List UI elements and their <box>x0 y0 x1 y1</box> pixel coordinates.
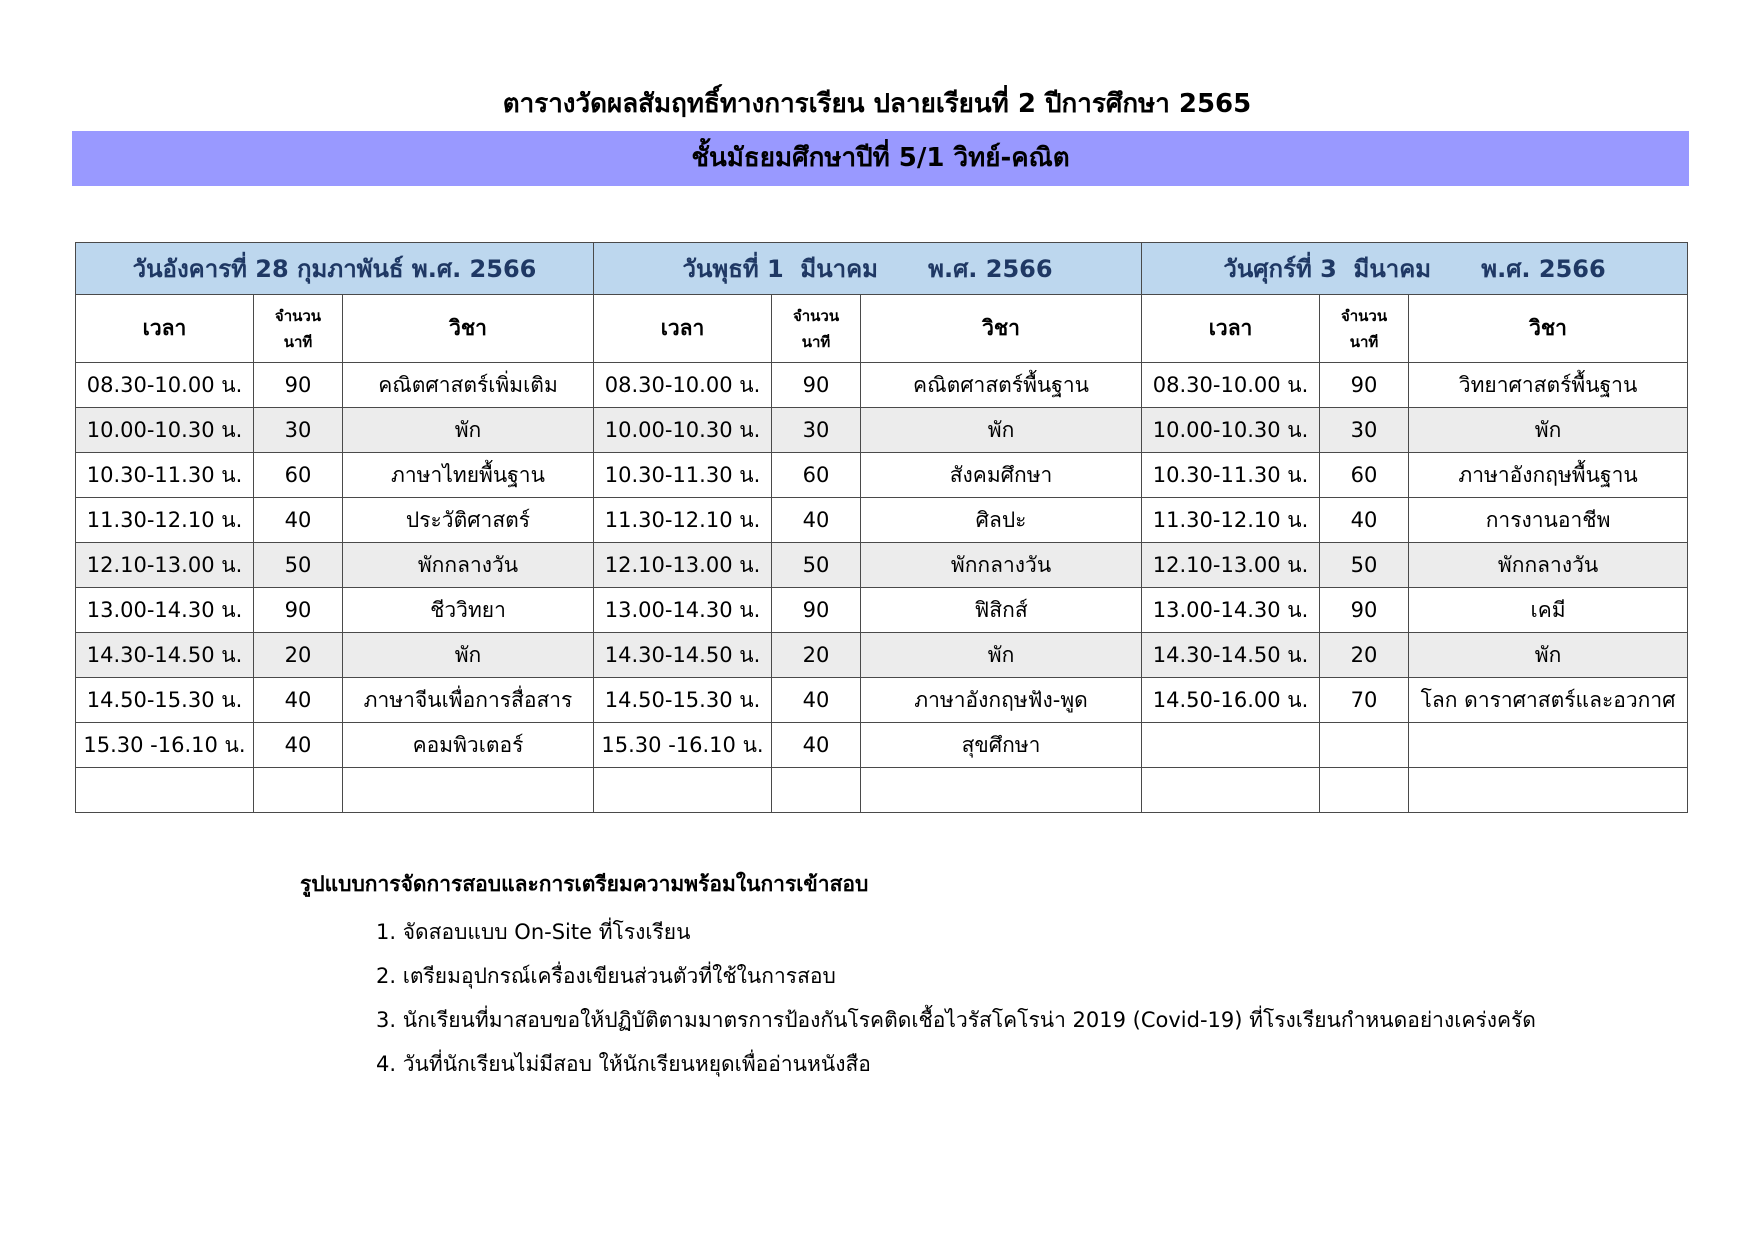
subject-header: วิชา <box>1409 295 1688 363</box>
minutes-cell: 50 <box>1320 543 1409 588</box>
minutes-cell <box>1320 723 1409 768</box>
note-item: 2. เตรียมอุปกรณ์เครื่องเขียนส่วนตัวที่ใช้ในการสอบ <box>376 964 836 988</box>
time-cell: 08.30-10.00 น. <box>76 363 254 408</box>
minutes-header-line2: นาที <box>801 332 831 351</box>
time-cell: 10.00-10.30 น. <box>594 408 772 453</box>
note-item: 1. จัดสอบแบบ On-Site ที่โรงเรียน <box>376 920 691 944</box>
time-header: เวลา <box>76 295 254 363</box>
minutes-cell: 90 <box>1320 363 1409 408</box>
subject-cell: การงานอาชีพ <box>1409 498 1688 543</box>
time-cell: 08.30-10.00 น. <box>594 363 772 408</box>
time-header: เวลา <box>594 295 772 363</box>
subject-cell: เคมี <box>1409 588 1688 633</box>
subject-cell: พัก <box>861 633 1142 678</box>
day-header-tuesday: วันอังคารที่ 28 กุมภาพันธ์ พ.ศ. 2566 <box>76 243 594 295</box>
time-cell: 08.30-10.00 น. <box>1142 363 1320 408</box>
time-cell <box>1142 768 1320 813</box>
class-subtitle: ชั้นมัธยมศึกษาปีที่ 5/1 วิทย์-คณิต <box>72 131 1689 186</box>
time-cell: 14.30-14.50 น. <box>76 633 254 678</box>
time-cell: 13.00-14.30 น. <box>76 588 254 633</box>
minutes-cell: 50 <box>772 543 861 588</box>
minutes-cell <box>254 768 343 813</box>
subject-cell <box>343 768 594 813</box>
subject-cell: พัก <box>343 408 594 453</box>
time-cell: 11.30-12.10 น. <box>76 498 254 543</box>
subject-cell: พัก <box>343 633 594 678</box>
minutes-cell: 20 <box>254 633 343 678</box>
subject-cell: สุขศึกษา <box>861 723 1142 768</box>
minutes-cell: 50 <box>254 543 343 588</box>
minutes-cell: 90 <box>254 363 343 408</box>
minutes-cell: 30 <box>1320 408 1409 453</box>
subject-cell: โลก ดาราศาสตร์และอวกาศ <box>1409 678 1688 723</box>
subject-cell: ฟิสิกส์ <box>861 588 1142 633</box>
day-header-row <box>76 243 1688 295</box>
subject-cell: ภาษาไทยพื้นฐาน <box>343 453 594 498</box>
subject-header: วิชา <box>861 295 1142 363</box>
table-row <box>76 633 1688 678</box>
minutes-cell: 90 <box>772 363 861 408</box>
time-cell <box>76 768 254 813</box>
time-cell: 10.00-10.30 น. <box>76 408 254 453</box>
subject-cell: คณิตศาสตร์เพิ่มเติม <box>343 363 594 408</box>
time-cell: 14.50-16.00 น. <box>1142 678 1320 723</box>
subject-cell: คอมพิวเตอร์ <box>343 723 594 768</box>
minutes-cell <box>1320 768 1409 813</box>
time-cell: 12.10-13.00 น. <box>594 543 772 588</box>
time-cell: 11.30-12.10 น. <box>594 498 772 543</box>
minutes-header-line1: จำนวน <box>1340 306 1388 325</box>
minutes-cell: 40 <box>254 723 343 768</box>
minutes-header-line2: นาที <box>283 332 313 351</box>
time-cell: 11.30-12.10 น. <box>1142 498 1320 543</box>
time-cell: 14.30-14.50 น. <box>1142 633 1320 678</box>
time-cell: 14.30-14.50 น. <box>594 633 772 678</box>
time-cell <box>594 768 772 813</box>
table-row <box>76 408 1688 453</box>
time-cell: 10.30-11.30 น. <box>1142 453 1320 498</box>
minutes-cell: 20 <box>1320 633 1409 678</box>
minutes-header <box>1320 295 1409 363</box>
time-cell: 13.00-14.30 น. <box>1142 588 1320 633</box>
subject-cell: พัก <box>861 408 1142 453</box>
minutes-cell: 60 <box>772 453 861 498</box>
notes-list <box>376 910 1536 1086</box>
table-row <box>76 723 1688 768</box>
time-cell: 10.30-11.30 น. <box>76 453 254 498</box>
exam-notes <box>300 868 1536 1086</box>
time-cell: 13.00-14.30 น. <box>594 588 772 633</box>
day-header-friday: วันศุกร์ที่ 3 มีนาคม พ.ศ. 2566 <box>1142 243 1688 295</box>
time-cell: 14.50-15.30 น. <box>76 678 254 723</box>
subject-cell: ชีววิทยา <box>343 588 594 633</box>
subject-cell: พักกลางวัน <box>1409 543 1688 588</box>
table-row <box>76 588 1688 633</box>
column-header-row <box>76 295 1688 363</box>
time-cell: 14.50-15.30 น. <box>594 678 772 723</box>
subject-cell: ศิลปะ <box>861 498 1142 543</box>
minutes-cell: 20 <box>772 633 861 678</box>
minutes-header <box>254 295 343 363</box>
minutes-cell: 60 <box>254 453 343 498</box>
minutes-cell: 40 <box>254 498 343 543</box>
subject-cell: พัก <box>1409 408 1688 453</box>
minutes-cell: 40 <box>772 498 861 543</box>
subject-cell <box>861 768 1142 813</box>
minutes-cell: 90 <box>254 588 343 633</box>
minutes-cell: 30 <box>254 408 343 453</box>
time-cell: 10.00-10.30 น. <box>1142 408 1320 453</box>
minutes-cell: 90 <box>1320 588 1409 633</box>
table-row <box>76 363 1688 408</box>
time-cell: 12.10-13.00 น. <box>76 543 254 588</box>
subject-cell: สังคมศึกษา <box>861 453 1142 498</box>
minutes-cell: 60 <box>1320 453 1409 498</box>
subject-header: วิชา <box>343 295 594 363</box>
time-cell: 15.30 -16.10 น. <box>76 723 254 768</box>
table-row <box>76 678 1688 723</box>
minutes-cell: 40 <box>772 723 861 768</box>
minutes-cell: 40 <box>1320 498 1409 543</box>
time-cell: 10.30-11.30 น. <box>594 453 772 498</box>
exam-schedule-table <box>75 242 1688 813</box>
subject-cell: ภาษาอังกฤษพื้นฐาน <box>1409 453 1688 498</box>
day-header-wednesday: วันพุธที่ 1 มีนาคม พ.ศ. 2566 <box>594 243 1142 295</box>
subject-cell: ภาษาอังกฤษฟัง-พูด <box>861 678 1142 723</box>
table-row <box>76 768 1688 813</box>
minutes-header-line1: จำนวน <box>274 306 322 325</box>
subject-cell: ภาษาจีนเพื่อการสื่อสาร <box>343 678 594 723</box>
minutes-cell: 30 <box>772 408 861 453</box>
minutes-header-line1: จำนวน <box>792 306 840 325</box>
table-row <box>76 543 1688 588</box>
minutes-header <box>772 295 861 363</box>
notes-title: รูปแบบการจัดการสอบและการเตรียมความพร้อมในการเข้าสอบ <box>300 872 869 896</box>
subject-cell: พักกลางวัน <box>343 543 594 588</box>
subject-cell <box>1409 723 1688 768</box>
subject-cell <box>1409 768 1688 813</box>
table-row <box>76 498 1688 543</box>
subject-cell: วิทยาศาสตร์พื้นฐาน <box>1409 363 1688 408</box>
time-header: เวลา <box>1142 295 1320 363</box>
minutes-cell: 40 <box>254 678 343 723</box>
table-row <box>76 453 1688 498</box>
subject-cell: ประวัติศาสตร์ <box>343 498 594 543</box>
minutes-cell <box>772 768 861 813</box>
time-cell: 12.10-13.00 น. <box>1142 543 1320 588</box>
minutes-cell: 70 <box>1320 678 1409 723</box>
minutes-header-line2: นาที <box>1349 332 1379 351</box>
note-item: 3. นักเรียนที่มาสอบขอให้ปฏิบัติตามมาตรการป้องกันโรคติดเชื้อไวรัสโคโรน่า 2019 (Covid-19) ที่โรงเรียนกำหนดอย่างเคร่งครัด <box>376 1008 1536 1032</box>
minutes-cell: 40 <box>772 678 861 723</box>
note-item: 4. วันที่นักเรียนไม่มีสอบ ให้นักเรียนหยุดเพื่ออ่านหนังสือ <box>376 1052 871 1076</box>
subject-cell: พักกลางวัน <box>861 543 1142 588</box>
page-title: ตารางวัดผลสัมฤทธิ์ทางการเรียน ปลายเรียนที่ 2 ปีการศึกษา 2565 <box>502 89 1252 119</box>
time-cell: 15.30 -16.10 น. <box>594 723 772 768</box>
minutes-cell: 90 <box>772 588 861 633</box>
time-cell <box>1142 723 1320 768</box>
subject-cell: คณิตศาสตร์พื้นฐาน <box>861 363 1142 408</box>
subject-cell: พัก <box>1409 633 1688 678</box>
